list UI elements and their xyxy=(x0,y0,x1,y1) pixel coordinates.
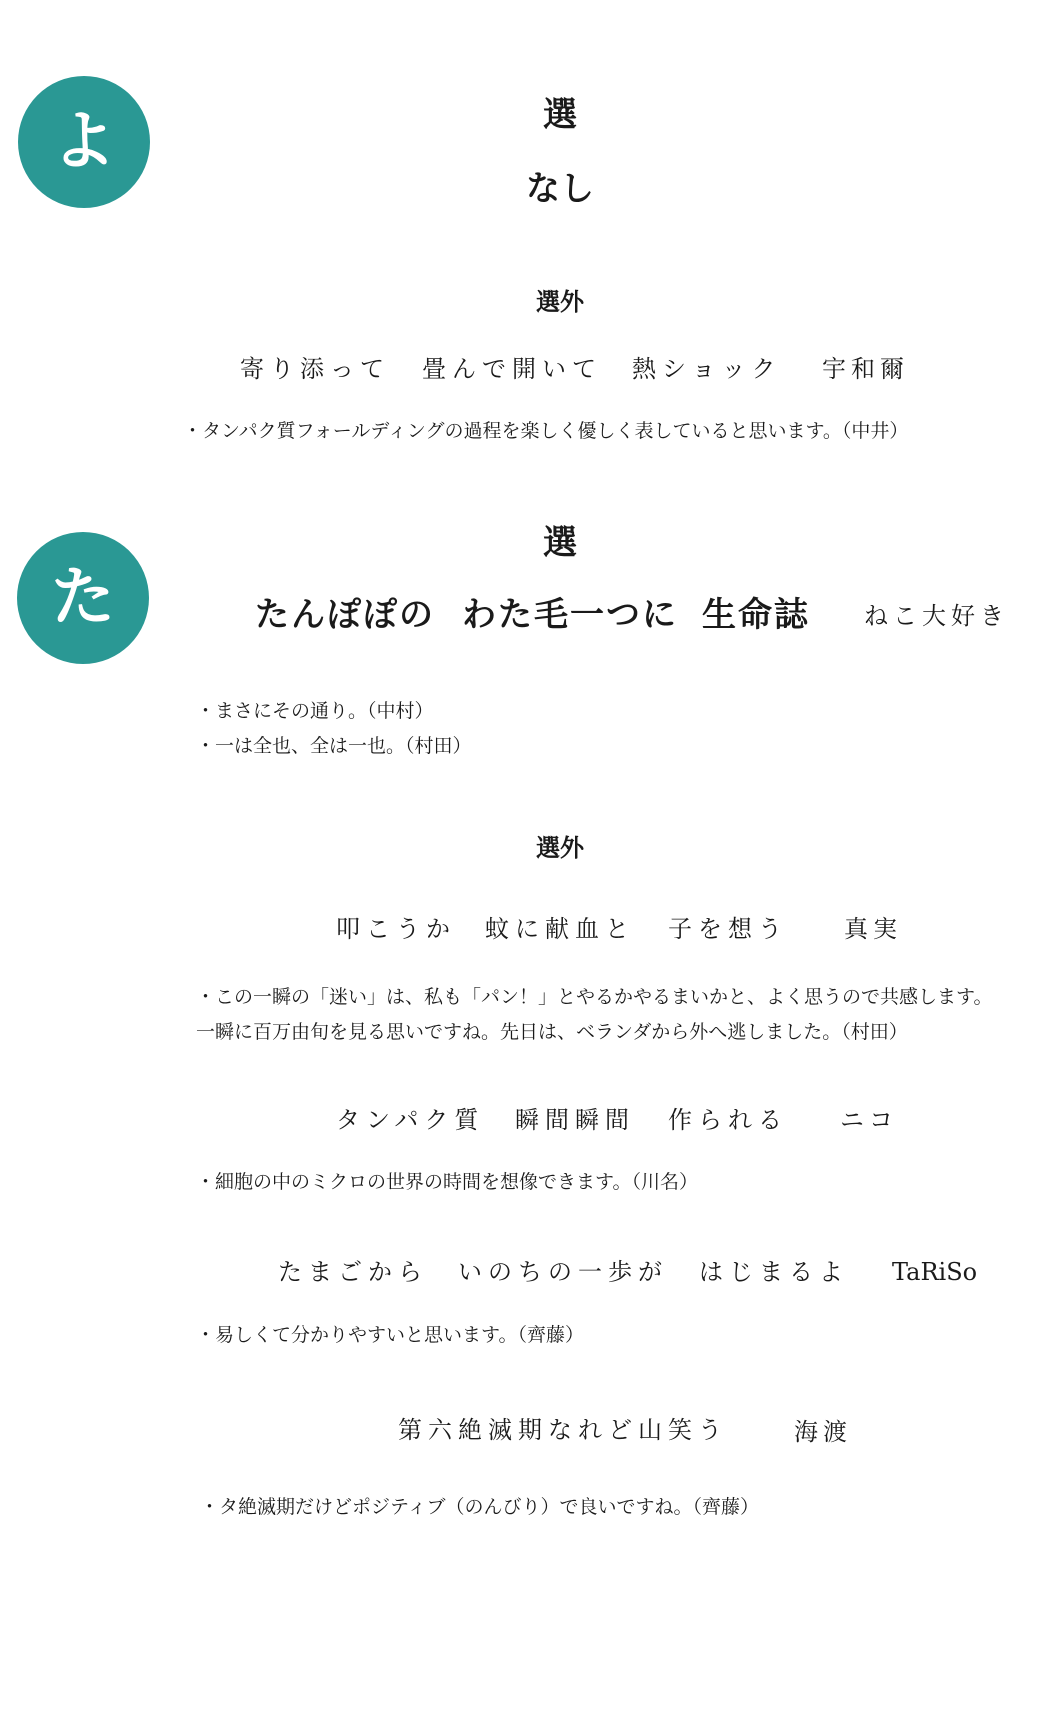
poem-author: TaRiSo xyxy=(892,1258,978,1286)
poem-part: タンパク質 xyxy=(336,1106,485,1134)
poem-part: 生命誌 xyxy=(702,595,810,635)
poem-author: ねこ大好き xyxy=(864,602,1009,630)
poem-part: 寄り添って xyxy=(240,355,390,383)
comment: ・一は全也、全は一也。（村田） xyxy=(196,735,472,757)
badge-letter: よ xyxy=(52,104,116,179)
poem-part: いのちの一歩が xyxy=(458,1258,668,1286)
poem-part: 畳んで開いて xyxy=(422,355,602,383)
poem-part: 叩こうか xyxy=(336,915,456,943)
poem-part: たまごから xyxy=(278,1258,428,1286)
excluded-label: 選外 xyxy=(536,288,584,316)
poem-author: 真実 xyxy=(844,915,902,943)
poem-author: ニコ xyxy=(840,1106,898,1134)
poem-part: 作られる xyxy=(668,1106,788,1134)
selected-value: なし xyxy=(526,169,594,209)
selected-label: 選 xyxy=(543,523,577,563)
poem-author: 海渡 xyxy=(794,1418,852,1446)
poem-part: たんぽぽの xyxy=(255,595,435,635)
poem-part: わた毛一つに xyxy=(462,595,678,635)
badge-letter: た xyxy=(51,560,115,635)
poem-part: 瞬間瞬間 xyxy=(515,1106,635,1134)
poem-part: 熱ショック xyxy=(632,355,782,383)
comment: ・タンパク質フォールディングの過程を楽しく優しく表していると思います。（中井） xyxy=(183,420,909,442)
poem-part: 第六絶滅期なれど山笑う xyxy=(398,1416,728,1444)
poem-part: 子を想う xyxy=(668,915,788,943)
comment: ・細胞の中のミクロの世界の時間を想像できます。（川名） xyxy=(196,1171,698,1193)
comment: ・この一瞬の「迷い」は、私も「パン！」とやるかやるまいかと、よく思うので共感します。 xyxy=(196,986,993,1008)
comment: ・まさにその通り。（中村） xyxy=(196,700,434,722)
poem-author: 宇和爾 xyxy=(822,355,909,383)
excluded-label: 選外 xyxy=(536,834,584,862)
poem-part: はじまるよ xyxy=(699,1258,849,1286)
comment: ・易しくて分かりやすいと思います。（齊藤） xyxy=(196,1324,584,1346)
selected-label: 選 xyxy=(543,95,577,135)
comment: ・タ絶滅期だけどポジティブ（のんびり）で良いですね。（齊藤） xyxy=(200,1496,759,1518)
poem-part: 蚊に献血と xyxy=(485,915,635,943)
comment: 一瞬に百万由旬を見る思いですね。先日は、ベランダから外へ逃しました。（村田） xyxy=(196,1021,908,1043)
